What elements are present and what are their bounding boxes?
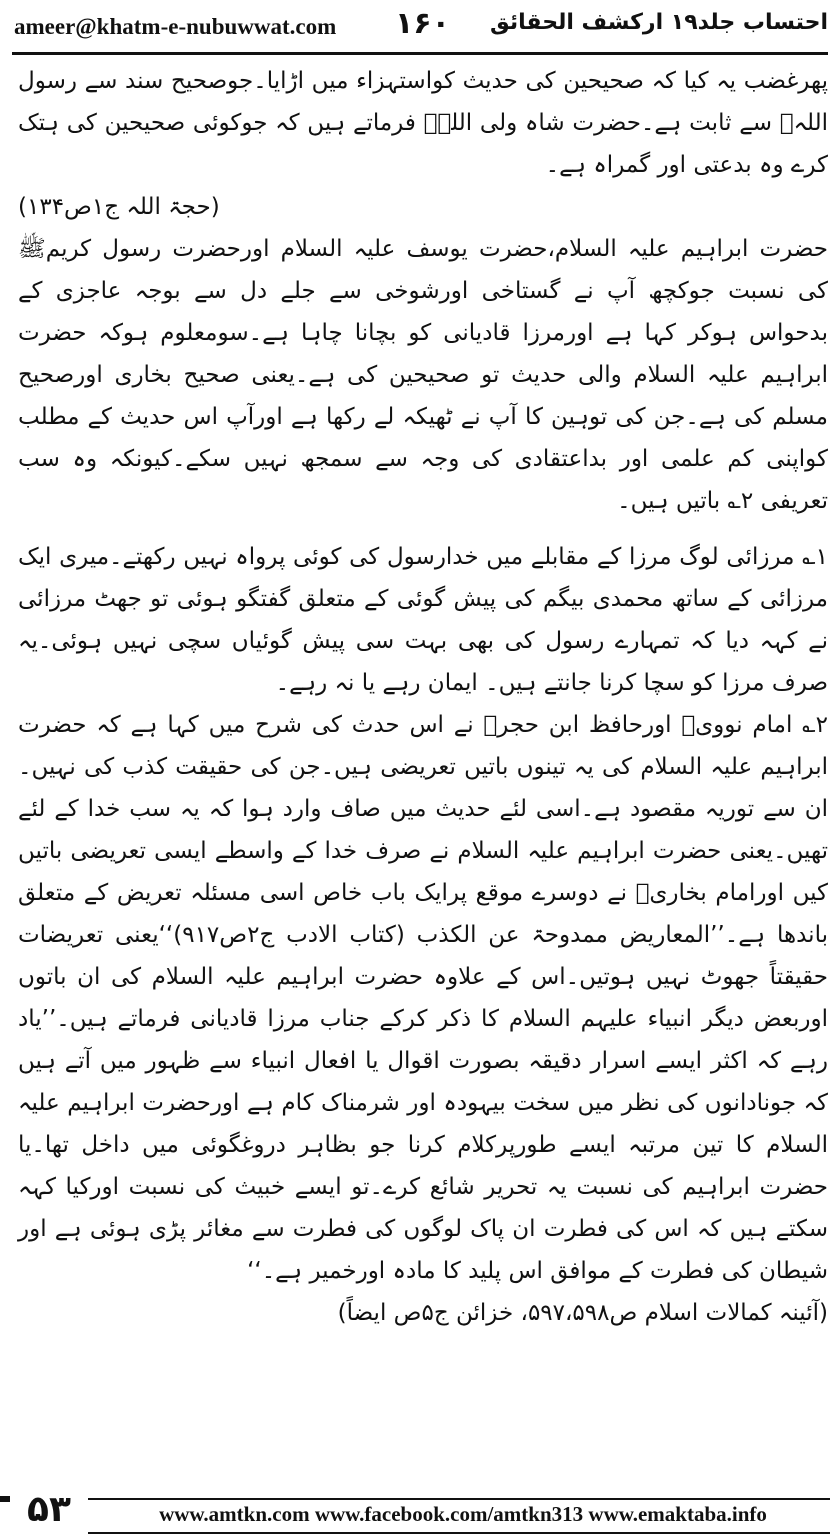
page-body [18,60,828,1460]
paragraph-1: پھرغضب یہ کیا کہ صحیحین کی حدیث کواستہزاء میں اڑایا۔جوصحیح سند سے رسول اللہﷺ سے ثابت ہے۔حضرت شاہ ولی اللہؒ فرماتے ہیں کہ جوکوئی صحیحین کی ہتک کرے وہ بدعتی اور گمراہ ہے۔ [18,68,828,178]
page-footer [0,1488,840,1540]
paragraph-1-reference: (حجۃ اللہ ج۱ص۱۳۴) [18,194,220,220]
footer-website-links: www.amtkn.com www.facebook.com/amtkn313 www.emaktaba.info [159,1502,767,1526]
header-email: ameer@khatm-e-nubuwwat.com [14,14,337,39]
paragraph-2: حضرت ابراہیم علیہ السلام،حضرت یوسف علیہ السلام اورحضرت رسول کریمﷺ کی نسبت جوکچھ آپ نے گستاخی اورشوخی سے جلے دل سے بوجہ عاجزی کے بدحواس ہوکر کہا ہے اورمرزا قادیانی کو بچانا چاہا ہے۔سومعلوم ہوکہ حضرت ابراہیم علیہ السلام والی حدیث تو صحیحین کی ہے۔یعنی صحیح بخاری اورصحیح مسلم کی ہے۔جن کی توہین کا آپ نے ٹھیکہ لے رکھا ہے اورآپ اس حدیث کے مطلب کواپنی کم علمی اور بداعتقادی کی وجہ سے سمجھ نہیں سکے۔کیونکہ وہ سب تعریفی ۲؎ باتیں ہیں۔ [18,236,828,514]
footer-page-number: ۵۳ [10,1488,88,1532]
footer-divider-top [88,1498,830,1500]
footer-divider-bottom [88,1532,830,1534]
footnote-1: ۱؎ مرزائی لوگ مرزا کے مقابلے میں خدارسول کی کوئی پرواہ نہیں رکھتے۔میری ایک مرزائی کے ساتھ محمدی بیگم کی پیش گوئی کے متعلق گفتگو ہوئی تو جھٹ مرزائی نے کہہ دیا کہ تمہارے رسول کی بھی بہت سی پیش گوئیاں سچی نہیں ہوئی۔یہ صرف مرزا کو سچا کرنا جانتے ہیں۔ ایمان رہے یا نہ رہے۔ [18,544,828,696]
page-header [0,0,840,52]
footnote-2: ۲؎ امام نوویؒ اورحافظ ابن حجرؒ نے اس حدث کی شرح میں کہا ہے کہ حضرت ابراہیم علیہ السلام کی یہ تینوں باتیں تعریضی ہیں۔جن کی حقیقت کذب کی نہیں۔ان سے توریہ مقصود ہے۔اسی لئے حدیث میں صاف وارد ہوا کہ یہ سب خدا کے لئے تھیں۔یعنی حضرت ابراہیم علیہ السلام نے صرف خدا کے واسطے ایسی تعریضی باتیں کیں اورامام بخاریؒ نے دوسرے موقع پرایک باب خاص اسی مسئلہ تعریض کے متعلق باندھا ہے۔’’المعاریض ممدوحۃ عن الکذب (کتاب الادب ج۲ص۹۱۷)‘‘یعنی تعریضات حقیقتاً جھوٹ نہیں ہوتیں۔اس کے علاوہ حضرت ابراہیم علیہ السلام کی ان باتوں اوربعض دیگر انبیاء علیہم السلام کا ذکر کرکے جناب مرزا قادیانی فرماتے ہیں۔’’یاد رہے کہ اکثر ایسے اسرار دقیقہ بصورت اقوال یا افعال انبیاء سے ظہور میں آتے ہیں کہ جونادانوں کی نظر میں سخت بیہودہ اور شرمناک کام ہے اورحضرت ابراہیم علیہ السلام کا تین مرتبہ ایسے طورپرکلام کرنا جو بظاہر دروغگوئی میں داخل تھا۔یا حضرت ابراہیم کی نسبت یہ تحریر شائع کرے۔تو ایسے خبیث کی نسبت اورکیا کہہ سکتے ہیں کہ اس کی فطرت ان پاک لوگوں کی فطرت سے مغائر پڑی ہوئی ہے اور شیطان کی فطرت کے موافق اس پلید کا مادہ اورخمیر ہے۔‘‘ [18,712,828,1284]
footnote-2-reference: (آئینہ کمالات اسلام ص۵۹۷،۵۹۸، خزائن ج۵ص ایضاً) [337,1300,828,1326]
header-divider [12,52,828,55]
header-book-title: احتساب جلد۱۹ ارکشف الحقائق [490,10,828,35]
header-page-number: ۱۶۰ [395,6,450,41]
